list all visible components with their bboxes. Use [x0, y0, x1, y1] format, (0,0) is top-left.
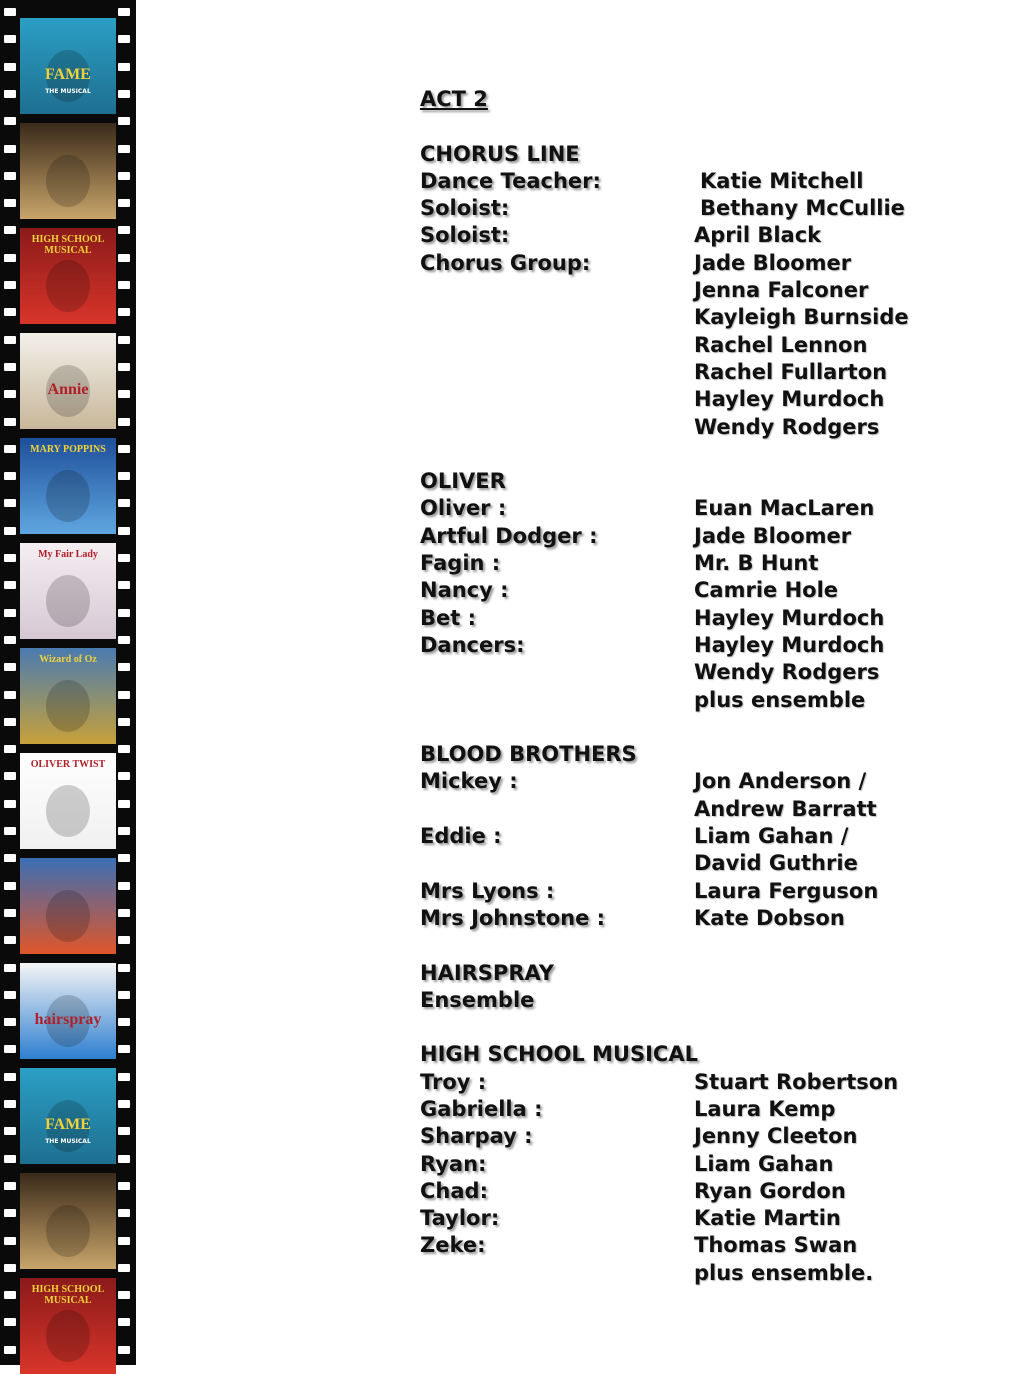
- cast-line: [420, 414, 980, 441]
- sprocket-hole: [118, 854, 130, 862]
- cast-line: [420, 468, 980, 495]
- cast-line: [420, 168, 980, 195]
- performer-name: Jade Bloomer: [694, 250, 852, 275]
- sprocket-hole: [4, 909, 16, 917]
- role-label: BLOOD BROTHERS: [420, 742, 637, 767]
- sprocket-hole: [4, 8, 16, 16]
- role-label: Eddie :: [420, 824, 502, 849]
- sprocket-hole: [4, 1045, 16, 1053]
- performer-name: Laura Ferguson: [694, 878, 879, 903]
- cast-list: [420, 86, 980, 1287]
- sprocket-hole: [118, 800, 130, 808]
- performer-name: Andrew Barratt: [694, 796, 877, 821]
- poster-title: HIGH SCHOOL MUSICAL: [31, 234, 105, 256]
- performer-name: April Black: [694, 223, 822, 248]
- role-label: Ensemble: [420, 987, 535, 1012]
- cast-line: [420, 359, 980, 386]
- sprocket-hole: [4, 827, 16, 835]
- role-label: Mrs Lyons :: [420, 878, 555, 903]
- performer-name: Rachel Lennon: [694, 332, 868, 357]
- cast-line: [420, 86, 980, 113]
- sprocket-hole: [4, 854, 16, 862]
- cast-line: [420, 714, 980, 741]
- sprocket-hole: [118, 1073, 130, 1081]
- sprocket-hole: [118, 336, 130, 344]
- sprocket-hole: [118, 1318, 130, 1326]
- sprocket-hole: [4, 1155, 16, 1163]
- performer-name: Jenny Cleeton: [694, 1124, 858, 1149]
- sprocket-hole: [118, 936, 130, 944]
- poster-subtitle: THE MUSICAL: [45, 88, 91, 95]
- performer-name: Katie Mitchell: [700, 168, 864, 193]
- performer-name: Liam Gahan /: [694, 824, 849, 849]
- sprocket-hole: [4, 199, 16, 207]
- sprocket-hole: [118, 472, 130, 480]
- performer-name: Mr. B Hunt: [694, 551, 819, 576]
- cast-line: [420, 1232, 980, 1259]
- sprocket-hole: [4, 308, 16, 316]
- role-label: Soloist:: [420, 196, 510, 221]
- performer-name: Liam Gahan: [694, 1151, 834, 1176]
- sprocket-hole: [4, 745, 16, 753]
- sprocket-hole: [118, 226, 130, 234]
- sprocket-hole: [118, 1182, 130, 1190]
- sprocket-hole: [4, 499, 16, 507]
- sprocket-hole: [4, 363, 16, 371]
- sprocket-hole: [4, 35, 16, 43]
- sprocket-hole: [4, 63, 16, 71]
- sprocket-hole: [118, 527, 130, 535]
- performer-name: Jon Anderson /: [694, 769, 867, 794]
- sprocket-hole: [4, 1100, 16, 1108]
- role-label: Artful Dodger :: [420, 523, 598, 548]
- high-school-musical-poster: [20, 228, 116, 324]
- sprocket-hole: [118, 172, 130, 180]
- cast-line: [420, 577, 980, 604]
- sprocket-hole: [4, 772, 16, 780]
- filmstrip-border: [0, 0, 136, 1365]
- performer-name: Katie Martin: [694, 1206, 841, 1231]
- sprocket-hole: [118, 445, 130, 453]
- fame-poster: [20, 18, 116, 114]
- sprocket-hole: [4, 1237, 16, 1245]
- sprocket-hole: [4, 1346, 16, 1354]
- cast-line: [420, 1178, 980, 1205]
- sprocket-hole: [118, 418, 130, 426]
- sprocket-hole: [118, 499, 130, 507]
- sprocket-hole: [4, 1182, 16, 1190]
- cast-line: [420, 304, 980, 331]
- sprocket-hole: [118, 1100, 130, 1108]
- poster-title: My Fair Lady: [38, 549, 98, 560]
- film-sprocket-holes-right: [118, 0, 130, 1365]
- cast-line: [420, 850, 980, 877]
- sprocket-hole: [118, 117, 130, 125]
- performer-name: Euan MacLaren: [694, 496, 875, 521]
- sprocket-hole: [4, 390, 16, 398]
- cast-line: [420, 796, 980, 823]
- act-heading: ACT 2: [420, 87, 488, 111]
- my-fair-lady-poster: [20, 543, 116, 639]
- sprocket-hole: [4, 882, 16, 890]
- sprocket-hole: [4, 418, 16, 426]
- cast-line: [420, 441, 980, 468]
- performer-name: Stuart Robertson: [694, 1069, 899, 1094]
- film-sprocket-holes-left: [4, 0, 16, 1365]
- sprocket-hole: [118, 8, 130, 16]
- role-label: Troy :: [420, 1069, 487, 1094]
- cast-line: [420, 960, 980, 987]
- sprocket-hole: [118, 281, 130, 289]
- sprocket-hole: [4, 117, 16, 125]
- poster-title: Wizard of Oz: [39, 654, 97, 665]
- sprocket-hole: [4, 636, 16, 644]
- performer-name: Bethany McCullie: [700, 196, 905, 221]
- chorus-line-poster: [20, 123, 116, 219]
- role-label: Zeke:: [420, 1233, 486, 1258]
- performer-name: Wendy Rodgers: [694, 414, 880, 439]
- cast-line: [420, 277, 980, 304]
- cast-line: [420, 523, 980, 550]
- sprocket-hole: [118, 745, 130, 753]
- sprocket-hole: [118, 63, 130, 71]
- sprocket-hole: [4, 445, 16, 453]
- sprocket-hole: [118, 1346, 130, 1354]
- sprocket-hole: [4, 472, 16, 480]
- cast-line: [420, 386, 980, 413]
- performer-name: plus ensemble: [694, 687, 866, 712]
- poster-title: Annie: [47, 381, 89, 398]
- sprocket-hole: [4, 145, 16, 153]
- sprocket-hole: [118, 964, 130, 972]
- role-label: Bet :: [420, 605, 476, 630]
- cast-line: [420, 113, 980, 140]
- sprocket-hole: [4, 554, 16, 562]
- cast-line: [420, 741, 980, 768]
- cast-line: [420, 1205, 980, 1232]
- sprocket-hole: [4, 1291, 16, 1299]
- cast-line: [420, 550, 980, 577]
- performer-name: Camrie Hole: [694, 578, 839, 603]
- poster-title: FAME: [45, 66, 91, 83]
- poster-art: [20, 1173, 116, 1269]
- cast-line: [420, 1041, 980, 1068]
- performer-name: Jenna Falconer: [694, 278, 869, 303]
- poster-art: [20, 858, 116, 954]
- performer-name: Ryan Gordon: [694, 1178, 846, 1203]
- role-label: Taylor:: [420, 1206, 500, 1231]
- sprocket-hole: [4, 1209, 16, 1217]
- sprocket-hole: [118, 609, 130, 617]
- cast-line: [420, 687, 980, 714]
- sprocket-hole: [4, 936, 16, 944]
- performer-name: Kate Dobson: [694, 905, 845, 930]
- role-label: HAIRSPRAY: [420, 960, 554, 985]
- performer-name: David Guthrie: [694, 851, 858, 876]
- chorus-line-poster-repeat: [20, 1173, 116, 1269]
- cast-line: [420, 332, 980, 359]
- sprocket-hole: [4, 691, 16, 699]
- blood-brothers-poster: [20, 858, 116, 954]
- cast-line: [420, 1151, 980, 1178]
- sprocket-hole: [118, 254, 130, 262]
- poster-art: [20, 123, 116, 219]
- cast-line: [420, 659, 980, 686]
- performer-name: plus ensemble.: [694, 1260, 874, 1285]
- cast-line: [420, 250, 980, 277]
- sprocket-hole: [118, 363, 130, 371]
- sprocket-hole: [4, 1127, 16, 1135]
- sprocket-hole: [4, 281, 16, 289]
- sprocket-hole: [4, 226, 16, 234]
- sprocket-hole: [4, 663, 16, 671]
- role-label: Chad:: [420, 1178, 488, 1203]
- performer-name: Hayley Murdoch: [694, 387, 885, 412]
- poster-title: FAME: [45, 1116, 91, 1133]
- wizard-of-oz-poster: [20, 648, 116, 744]
- sprocket-hole: [4, 991, 16, 999]
- role-label: Sharpay :: [420, 1124, 533, 1149]
- sprocket-hole: [118, 909, 130, 917]
- sprocket-hole: [4, 581, 16, 589]
- oliver-twist-poster: [20, 753, 116, 849]
- sprocket-hole: [4, 90, 16, 98]
- sprocket-hole: [4, 1018, 16, 1026]
- performer-name: Thomas Swan: [694, 1233, 858, 1258]
- role-label: Mickey :: [420, 769, 518, 794]
- sprocket-hole: [118, 691, 130, 699]
- poster-title: OLIVER TWIST: [30, 759, 106, 770]
- performer-name: Jade Bloomer: [694, 523, 852, 548]
- sprocket-hole: [118, 1127, 130, 1135]
- role-label: Gabriella :: [420, 1096, 543, 1121]
- sprocket-hole: [118, 1045, 130, 1053]
- cast-line: [420, 495, 980, 522]
- cast-line: [420, 1123, 980, 1150]
- role-label: Nancy :: [420, 578, 509, 603]
- sprocket-hole: [118, 308, 130, 316]
- role-label: OLIVER: [420, 469, 506, 494]
- sprocket-hole: [118, 554, 130, 562]
- poster-title: HIGH SCHOOL MUSICAL: [31, 1284, 105, 1306]
- sprocket-hole: [4, 1318, 16, 1326]
- cast-line: [420, 932, 980, 959]
- role-label: CHORUS LINE: [420, 141, 580, 166]
- sprocket-hole: [118, 827, 130, 835]
- cast-line: [420, 195, 980, 222]
- role-label: Mrs Johnstone :: [420, 905, 606, 930]
- sprocket-hole: [118, 636, 130, 644]
- sprocket-hole: [4, 800, 16, 808]
- sprocket-hole: [118, 1155, 130, 1163]
- performer-name: Hayley Murdoch: [694, 605, 885, 630]
- cast-line: [420, 1069, 980, 1096]
- role-label: Soloist:: [420, 223, 510, 248]
- cast-line: [420, 1096, 980, 1123]
- poster-title: MARY POPPINS: [30, 444, 106, 455]
- sprocket-hole: [118, 1291, 130, 1299]
- sprocket-hole: [4, 718, 16, 726]
- role-label: Oliver :: [420, 496, 507, 521]
- cast-line: [420, 905, 980, 932]
- sprocket-hole: [4, 527, 16, 535]
- performer-name: Wendy Rodgers: [694, 660, 880, 685]
- role-label: Chorus Group:: [420, 250, 591, 275]
- sprocket-hole: [118, 199, 130, 207]
- fame-poster-repeat: [20, 1068, 116, 1164]
- sprocket-hole: [4, 609, 16, 617]
- annie-poster: [20, 333, 116, 429]
- sprocket-hole: [4, 254, 16, 262]
- performer-name: Laura Kemp: [694, 1096, 836, 1121]
- cast-line: [420, 141, 980, 168]
- cast-line: [420, 605, 980, 632]
- cast-line: [420, 632, 980, 659]
- performer-name: Kayleigh Burnside: [694, 305, 909, 330]
- role-label: HIGH SCHOOL MUSICAL: [420, 1042, 698, 1067]
- cast-line: [420, 1260, 980, 1287]
- hairspray-poster: [20, 963, 116, 1059]
- high-school-musical-poster-repeat: [20, 1278, 116, 1374]
- sprocket-hole: [118, 882, 130, 890]
- cast-line: [420, 1014, 980, 1041]
- role-label: Ryan:: [420, 1151, 487, 1176]
- sprocket-hole: [118, 1209, 130, 1217]
- sprocket-hole: [118, 1018, 130, 1026]
- cast-line: [420, 222, 980, 249]
- poster-title: hairspray: [34, 1011, 102, 1028]
- role-label: Dance Teacher:: [420, 168, 601, 193]
- mary-poppins-poster: [20, 438, 116, 534]
- sprocket-hole: [118, 35, 130, 43]
- sprocket-hole: [118, 1237, 130, 1245]
- sprocket-hole: [4, 172, 16, 180]
- sprocket-hole: [118, 390, 130, 398]
- poster-subtitle: THE MUSICAL: [45, 1138, 91, 1145]
- sprocket-hole: [118, 145, 130, 153]
- cast-line: [420, 878, 980, 905]
- sprocket-hole: [118, 581, 130, 589]
- cast-line: [420, 823, 980, 850]
- sprocket-hole: [4, 964, 16, 972]
- sprocket-hole: [118, 90, 130, 98]
- sprocket-hole: [4, 1264, 16, 1272]
- sprocket-hole: [118, 718, 130, 726]
- sprocket-hole: [4, 336, 16, 344]
- cast-line: [420, 987, 980, 1014]
- sprocket-hole: [118, 772, 130, 780]
- sprocket-hole: [4, 1073, 16, 1081]
- performer-name: Rachel Fullarton: [694, 359, 888, 384]
- performer-name: Hayley Murdoch: [694, 632, 885, 657]
- sprocket-hole: [118, 991, 130, 999]
- role-label: Dancers:: [420, 632, 525, 657]
- cast-line: [420, 768, 980, 795]
- sprocket-hole: [118, 1264, 130, 1272]
- sprocket-hole: [118, 663, 130, 671]
- role-label: Fagin :: [420, 551, 501, 576]
